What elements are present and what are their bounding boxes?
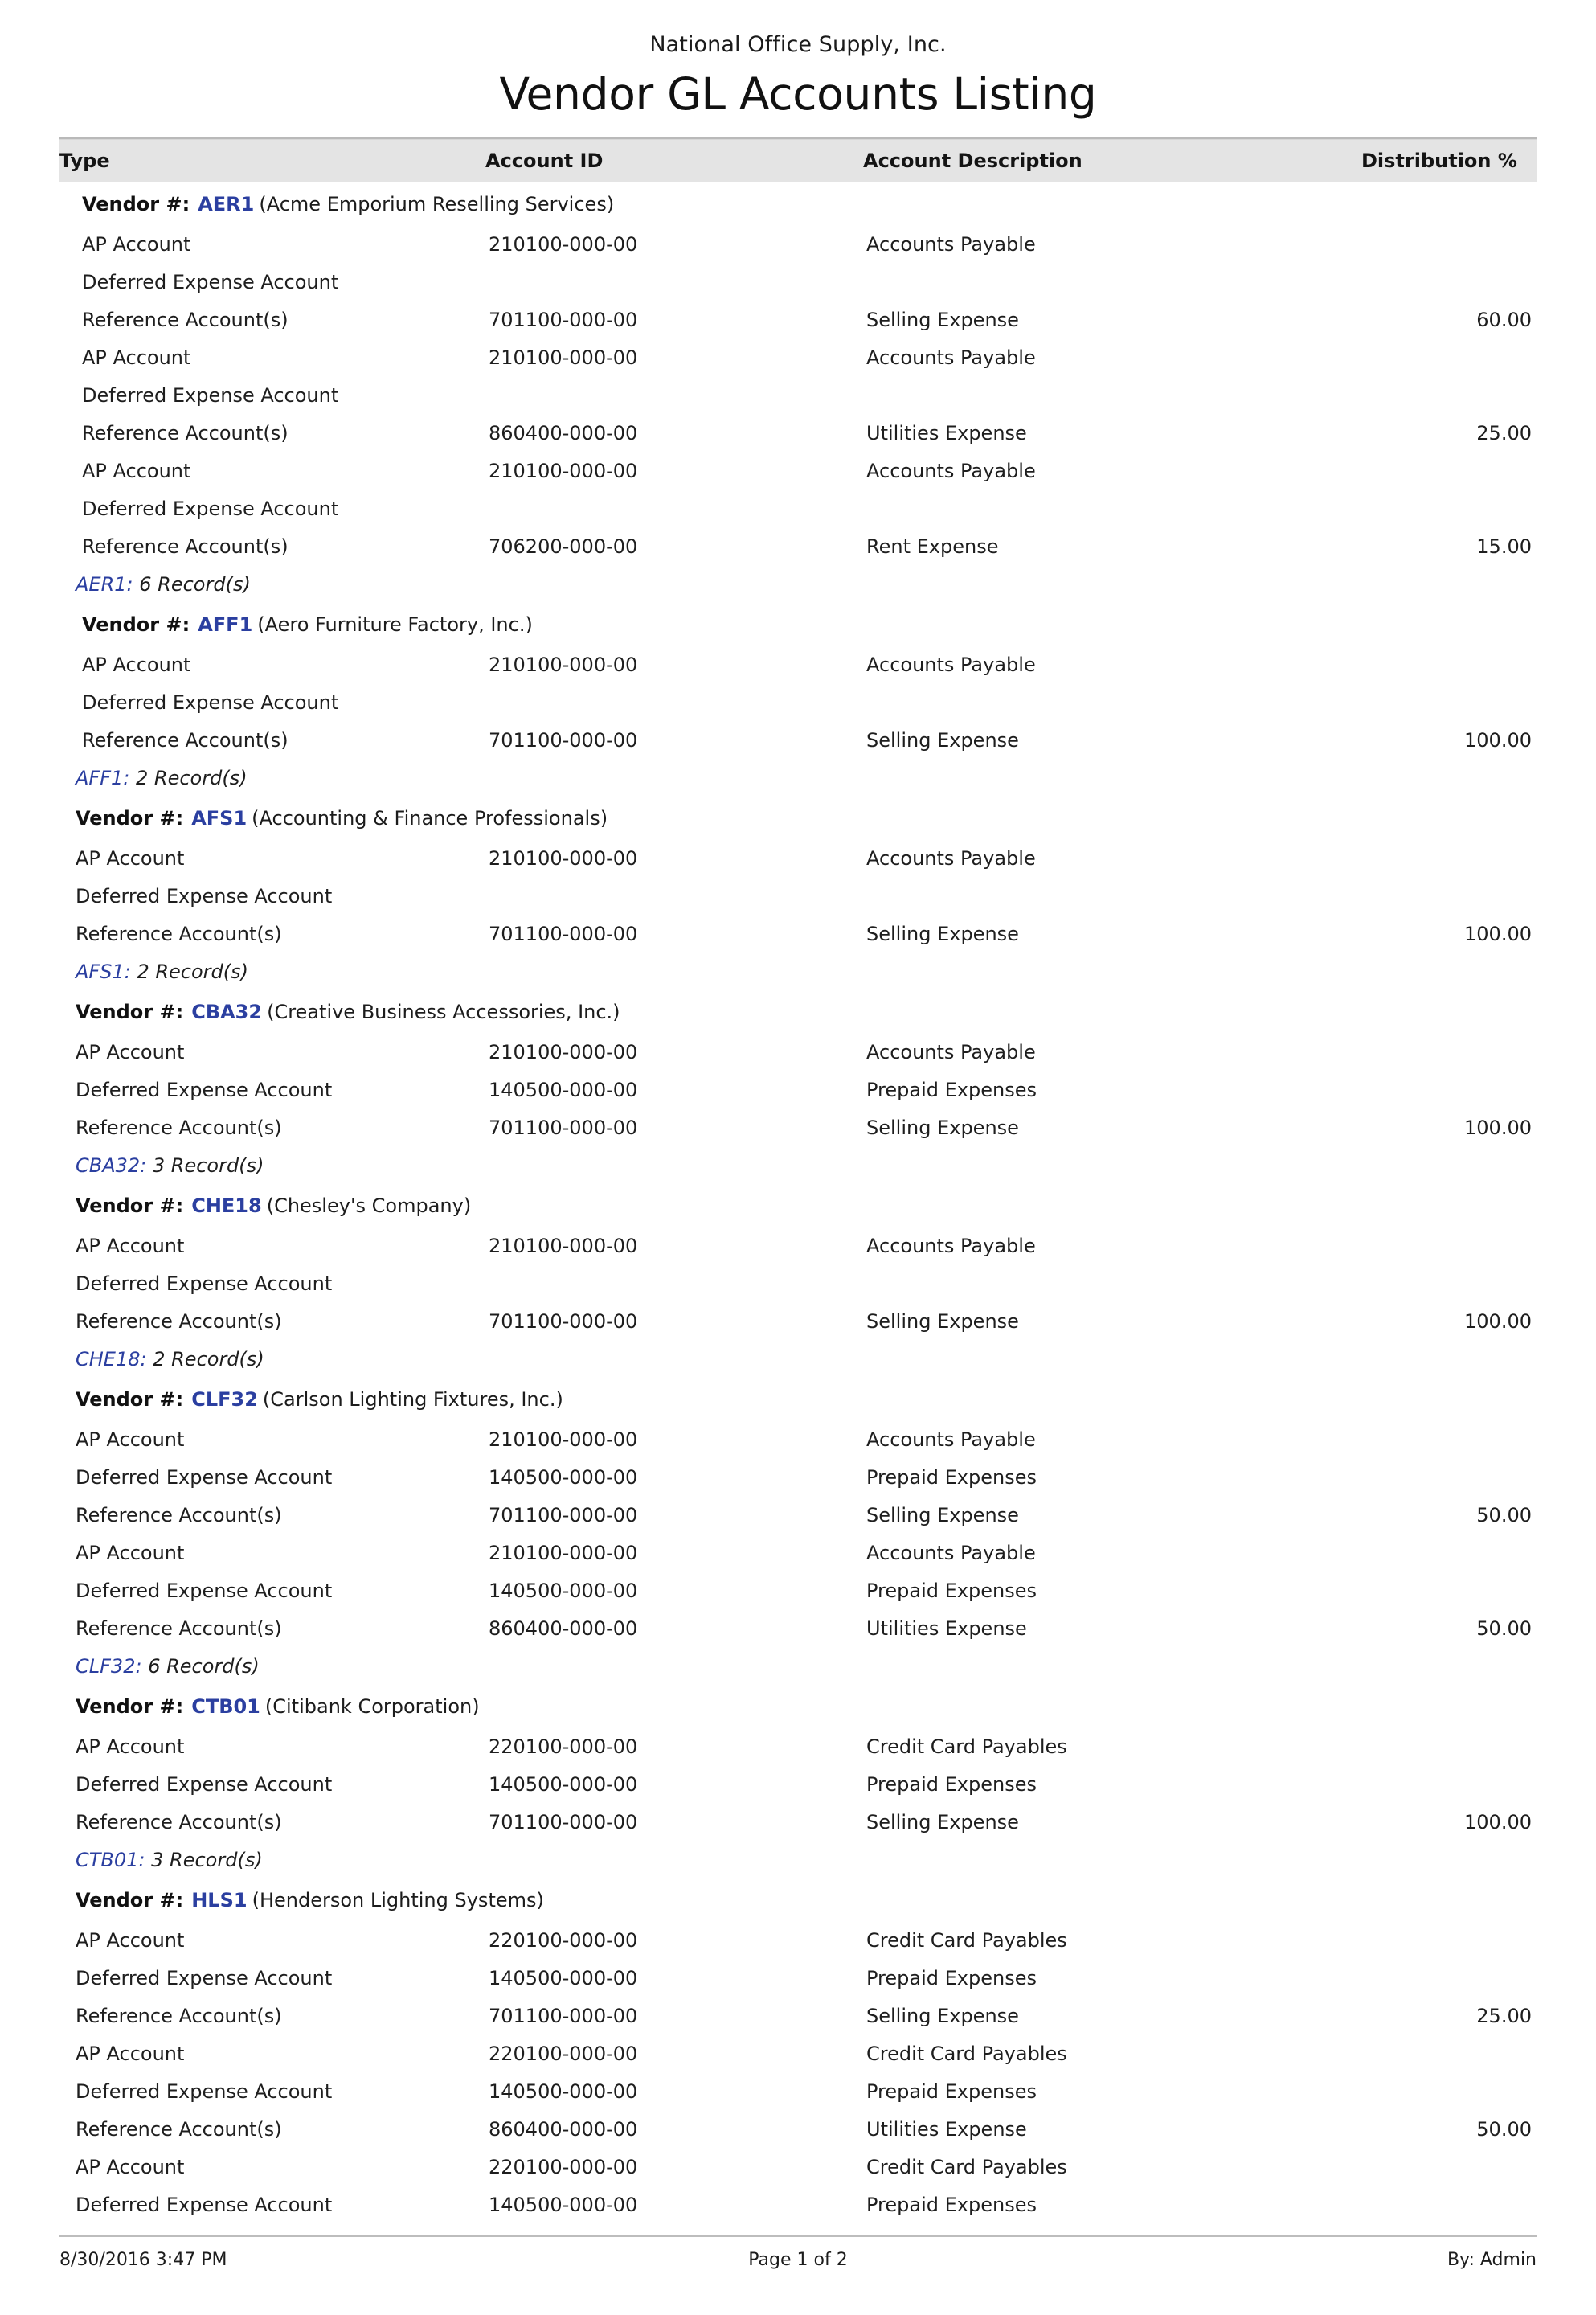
- cell-distribution-percent: [1361, 1459, 1537, 1497]
- table-row: [59, 1459, 1537, 1497]
- group-total-count: 2 Record(s): [146, 1348, 264, 1371]
- cell-account-id: 210100-000-00: [489, 233, 638, 256]
- cell-distribution-percent: 25.00: [1476, 422, 1532, 445]
- table-row: [59, 1804, 1537, 1842]
- cell-distribution-percent: 100.00: [1464, 1811, 1532, 1834]
- table-row: [59, 646, 1537, 684]
- cell-account-type: AP Account: [76, 2156, 185, 2178]
- vendor-group-total: [59, 1648, 1537, 1685]
- vendor-group-header: [59, 603, 1537, 646]
- cell-account-id: [485, 377, 863, 415]
- cell-account-type: AP Account: [82, 346, 191, 369]
- table-row: [59, 2035, 1537, 2073]
- cell-account-description: Prepaid Expenses: [866, 1079, 1037, 1101]
- vendor-group-header: [59, 990, 1537, 1034]
- footer-author: By: Admin: [1447, 2250, 1537, 2270]
- cell-account-id: 701100-000-00: [489, 1504, 638, 1526]
- cell-account-description: Utilities Expense: [866, 2118, 1027, 2141]
- cell-account-type: AP Account: [76, 1735, 185, 1758]
- cell-account-type: Deferred Expense Account: [82, 384, 339, 407]
- cell-account-id: 210100-000-00: [489, 847, 638, 870]
- cell-account-id: 701100-000-00: [489, 2005, 638, 2027]
- vendor-id-link[interactable]: CLF32: [191, 1388, 258, 1411]
- vendor-name: (Carlson Lighting Fixtures, Inc.): [262, 1388, 563, 1411]
- cell-distribution-percent: [1361, 226, 1537, 264]
- cell-account-type: Reference Account(s): [82, 309, 289, 331]
- column-header-account-id: Account ID: [485, 140, 863, 182]
- vendor-prefix-label: Vendor #:: [76, 1194, 184, 1217]
- cell-account-id: 701100-000-00: [489, 1310, 638, 1333]
- vendor-header-cell: [59, 797, 1537, 840]
- page-footer: [59, 2235, 1537, 2291]
- cell-account-description: Accounts Payable: [866, 1235, 1036, 1257]
- table-row: [59, 1766, 1537, 1804]
- vendor-group-total: [59, 953, 1537, 990]
- cell-account-type: AP Account: [82, 233, 191, 256]
- cell-account-description: Accounts Payable: [866, 1428, 1036, 1451]
- cell-distribution-percent: 50.00: [1476, 2118, 1532, 2141]
- cell-account-id: 860400-000-00: [489, 1617, 638, 1640]
- cell-distribution-percent: [1361, 878, 1537, 916]
- cell-account-id: [485, 264, 863, 301]
- cell-distribution-percent: [1361, 453, 1537, 490]
- cell-account-description: Accounts Payable: [866, 346, 1036, 369]
- cell-account-id: 210100-000-00: [489, 1041, 638, 1063]
- cell-account-description: Rent Expense: [866, 535, 999, 558]
- vendor-header-cell: [59, 182, 1537, 227]
- cell-account-type: AP Account: [76, 1041, 185, 1063]
- company-name: National Office Supply, Inc.: [649, 32, 947, 57]
- vendor-name: (Henderson Lighting Systems): [252, 1889, 544, 1911]
- table-row: [59, 1227, 1537, 1265]
- table-row: [59, 2111, 1537, 2149]
- cell-distribution-percent: 50.00: [1476, 1617, 1532, 1640]
- vendor-id-link[interactable]: HLS1: [191, 1889, 248, 1911]
- cell-account-description: Prepaid Expenses: [866, 2194, 1037, 2216]
- cell-account-description: [863, 684, 1361, 722]
- cell-account-type: Deferred Expense Account: [76, 1466, 333, 1489]
- table-row: [59, 722, 1537, 760]
- cell-distribution-percent: [1361, 2035, 1537, 2073]
- cell-account-id: 210100-000-00: [489, 346, 638, 369]
- cell-account-id: [485, 1265, 863, 1303]
- cell-distribution-percent: 100.00: [1464, 1117, 1532, 1139]
- cell-account-id: 210100-000-00: [489, 1542, 638, 1564]
- cell-account-id: 140500-000-00: [489, 2194, 638, 2216]
- cell-account-id: 701100-000-00: [489, 1811, 638, 1834]
- cell-account-description: Accounts Payable: [866, 654, 1036, 676]
- cell-account-description: Selling Expense: [866, 2005, 1019, 2027]
- cell-account-description: Selling Expense: [866, 1811, 1019, 1834]
- vendor-id-link[interactable]: CTB01: [191, 1695, 260, 1718]
- vendor-group-header: [59, 1685, 1537, 1728]
- table-row: [59, 1534, 1537, 1572]
- cell-account-type: Reference Account(s): [82, 535, 289, 558]
- vendor-prefix-label: Vendor #:: [82, 613, 190, 636]
- vendor-id-link[interactable]: CHE18: [191, 1194, 262, 1217]
- cell-distribution-percent: [1361, 1922, 1537, 1960]
- cell-distribution-percent: [1361, 1227, 1537, 1265]
- group-total-id: AFF1:: [76, 767, 130, 789]
- cell-account-description: Selling Expense: [866, 729, 1019, 752]
- cell-account-description: [863, 377, 1361, 415]
- vendor-prefix-label: Vendor #:: [76, 807, 184, 830]
- cell-account-description: Accounts Payable: [866, 233, 1036, 256]
- table-row: [59, 339, 1537, 377]
- column-header-distribution: Distribution %: [1361, 140, 1537, 182]
- vendor-name: (Citibank Corporation): [264, 1695, 480, 1718]
- table-row: [59, 2186, 1537, 2224]
- group-total-id: AFS1:: [76, 961, 131, 983]
- cell-account-type: Deferred Expense Account: [76, 2080, 333, 2103]
- cell-distribution-percent: [1361, 2149, 1537, 2186]
- cell-account-description: Prepaid Expenses: [866, 1967, 1037, 1989]
- table-row: [59, 878, 1537, 916]
- table-row: [59, 264, 1537, 301]
- cell-account-type: Reference Account(s): [76, 2118, 282, 2141]
- cell-account-id: [485, 684, 863, 722]
- vendor-header-cell: [59, 1184, 1537, 1227]
- cell-account-description: Prepaid Expenses: [866, 1466, 1037, 1489]
- cell-distribution-percent: 50.00: [1476, 1504, 1532, 1526]
- group-total-cell: [59, 1147, 1537, 1184]
- table-row: [59, 840, 1537, 878]
- cell-distribution-percent: [1361, 1421, 1537, 1459]
- table-row: [59, 2149, 1537, 2186]
- table-row: [59, 1034, 1537, 1071]
- cell-distribution-percent: [1361, 2073, 1537, 2111]
- cell-account-description: Accounts Payable: [866, 1041, 1036, 1063]
- cell-account-description: Selling Expense: [866, 1117, 1019, 1139]
- cell-account-description: Accounts Payable: [866, 847, 1036, 870]
- cell-account-description: Selling Expense: [866, 1310, 1019, 1333]
- vendor-header-cell: [59, 1879, 1537, 1922]
- group-total-count: 6 Record(s): [133, 573, 251, 596]
- cell-account-id: 210100-000-00: [489, 1235, 638, 1257]
- column-header-type: Type: [59, 140, 485, 182]
- group-total-cell: [59, 953, 1537, 990]
- vendor-group-header: [59, 1879, 1537, 1922]
- cell-distribution-percent: 15.00: [1476, 535, 1532, 558]
- cell-distribution-percent: [1361, 1572, 1537, 1610]
- table-header-row: [59, 140, 1537, 182]
- cell-account-description: Prepaid Expenses: [866, 2080, 1037, 2103]
- page-title: Vendor GL Accounts Listing: [499, 68, 1097, 120]
- group-total-id: CHE18:: [76, 1348, 147, 1371]
- table-row: [59, 916, 1537, 953]
- cell-account-id: 220100-000-00: [489, 1929, 638, 1952]
- cell-distribution-percent: 25.00: [1476, 2005, 1532, 2027]
- table-row: [59, 1572, 1537, 1610]
- cell-account-type: Deferred Expense Account: [76, 1580, 333, 1602]
- cell-account-id: [485, 878, 863, 916]
- cell-account-id: 706200-000-00: [489, 535, 638, 558]
- cell-account-type: Deferred Expense Account: [82, 691, 339, 714]
- cell-distribution-percent: [1361, 1766, 1537, 1804]
- table-row: [59, 1922, 1537, 1960]
- group-total-cell: [59, 1842, 1537, 1879]
- cell-account-description: Prepaid Expenses: [866, 1580, 1037, 1602]
- table-row: [59, 1997, 1537, 2035]
- cell-account-type: AP Account: [76, 2043, 185, 2065]
- vendor-prefix-label: Vendor #:: [76, 1695, 184, 1718]
- vendor-group-header: [59, 797, 1537, 840]
- cell-account-id: 140500-000-00: [489, 2080, 638, 2103]
- cell-account-type: Deferred Expense Account: [76, 2194, 333, 2216]
- cell-distribution-percent: [1361, 646, 1537, 684]
- cell-distribution-percent: [1361, 1265, 1537, 1303]
- cell-account-id: 860400-000-00: [489, 2118, 638, 2141]
- table-row: [59, 1497, 1537, 1534]
- group-total-count: 6 Record(s): [141, 1655, 260, 1678]
- cell-account-description: Selling Expense: [866, 923, 1019, 945]
- table-row: [59, 1265, 1537, 1303]
- table-row: [59, 2073, 1537, 2111]
- table-row: [59, 301, 1537, 339]
- cell-account-description: Utilities Expense: [866, 1617, 1027, 1640]
- cell-account-type: Deferred Expense Account: [76, 1079, 333, 1101]
- table-row: [59, 1421, 1537, 1459]
- vendor-name: (Chesley's Company): [266, 1194, 472, 1217]
- cell-account-type: Reference Account(s): [76, 1504, 282, 1526]
- vendor-id-link[interactable]: AFF1: [198, 613, 253, 636]
- vendor-group-total: [59, 760, 1537, 797]
- vendor-name: (Accounting & Finance Professionals): [252, 807, 608, 830]
- vendor-gl-accounts-table: [59, 139, 1537, 2224]
- cell-account-id: 860400-000-00: [489, 422, 638, 445]
- vendor-id-link[interactable]: CBA32: [191, 1001, 263, 1023]
- cell-account-description: [863, 264, 1361, 301]
- cell-account-type: Reference Account(s): [76, 1617, 282, 1640]
- cell-account-description: Selling Expense: [866, 309, 1019, 331]
- cell-account-id: 220100-000-00: [489, 2156, 638, 2178]
- footer-page-number: Page 1 of 2: [748, 2250, 848, 2270]
- cell-account-id: 140500-000-00: [489, 1466, 638, 1489]
- vendor-prefix-label: Vendor #:: [76, 1001, 184, 1023]
- vendor-prefix-label: Vendor #:: [76, 1889, 184, 1911]
- cell-account-type: AP Account: [82, 654, 191, 676]
- table-row: [59, 1728, 1537, 1766]
- cell-account-id: 140500-000-00: [489, 1967, 638, 1989]
- cell-account-type: Reference Account(s): [76, 1117, 282, 1139]
- cell-distribution-percent: [1361, 1534, 1537, 1572]
- cell-account-description: Utilities Expense: [866, 422, 1027, 445]
- cell-account-type: AP Account: [76, 1428, 185, 1451]
- cell-account-type: Deferred Expense Account: [82, 271, 339, 293]
- group-total-id: CTB01:: [76, 1849, 145, 1871]
- cell-account-description: Prepaid Expenses: [866, 1773, 1037, 1796]
- cell-distribution-percent: [1361, 684, 1537, 722]
- cell-account-description: Accounts Payable: [866, 1542, 1036, 1564]
- cell-account-id: 220100-000-00: [489, 2043, 638, 2065]
- cell-account-id: 140500-000-00: [489, 1580, 638, 1602]
- vendor-group-total: [59, 1842, 1537, 1879]
- cell-account-type: Deferred Expense Account: [76, 885, 333, 908]
- cell-distribution-percent: 100.00: [1464, 923, 1532, 945]
- cell-account-description: [863, 1265, 1361, 1303]
- cell-account-id: 210100-000-00: [489, 460, 638, 482]
- cell-account-description: Accounts Payable: [866, 460, 1036, 482]
- vendor-group-header: [59, 182, 1537, 227]
- table-row: [59, 490, 1537, 528]
- cell-account-id: 140500-000-00: [489, 1079, 638, 1101]
- vendor-header-cell: [59, 990, 1537, 1034]
- cell-account-description: Credit Card Payables: [866, 1735, 1067, 1758]
- group-total-cell: [59, 1341, 1537, 1378]
- cell-account-type: AP Account: [76, 1929, 185, 1952]
- cell-account-type: Deferred Expense Account: [76, 1773, 333, 1796]
- cell-distribution-percent: [1361, 1960, 1537, 1997]
- cell-account-type: Deferred Expense Account: [82, 498, 339, 520]
- vendor-name: (Acme Emporium Reselling Services): [259, 193, 615, 215]
- table-row: [59, 415, 1537, 453]
- cell-account-type: AP Account: [76, 847, 185, 870]
- cell-account-type: Reference Account(s): [76, 1811, 282, 1834]
- cell-account-type: AP Account: [76, 1542, 185, 1564]
- cell-account-id: 210100-000-00: [489, 654, 638, 676]
- table-row: [59, 1109, 1537, 1147]
- group-total-count: 2 Record(s): [130, 961, 248, 983]
- table-body: [59, 182, 1537, 2225]
- cell-distribution-percent: [1361, 264, 1537, 301]
- group-total-count: 3 Record(s): [145, 1849, 263, 1871]
- cell-account-id: 701100-000-00: [489, 923, 638, 945]
- cell-account-description: [863, 490, 1361, 528]
- cell-account-description: Credit Card Payables: [866, 2156, 1067, 2178]
- table-row: [59, 377, 1537, 415]
- cell-account-description: Credit Card Payables: [866, 2043, 1067, 2065]
- table-row: [59, 1960, 1537, 1997]
- vendor-group-total: [59, 1341, 1537, 1378]
- cell-distribution-percent: [1361, 490, 1537, 528]
- group-total-cell: [59, 1648, 1537, 1685]
- vendor-name: (Creative Business Accessories, Inc.): [267, 1001, 620, 1023]
- group-total-id: AER1:: [76, 573, 133, 596]
- vendor-group-header: [59, 1184, 1537, 1227]
- cell-account-id: 220100-000-00: [489, 1735, 638, 1758]
- cell-distribution-percent: 100.00: [1464, 1310, 1532, 1333]
- table-row: [59, 684, 1537, 722]
- table-row: [59, 226, 1537, 264]
- cell-account-type: Reference Account(s): [76, 1310, 282, 1333]
- footer-timestamp: 8/30/2016 3:47 PM: [59, 2250, 227, 2270]
- cell-account-description: Selling Expense: [866, 1504, 1019, 1526]
- table-row: [59, 1071, 1537, 1109]
- cell-account-type: Reference Account(s): [76, 923, 282, 945]
- column-header-description: Account Description: [863, 140, 1361, 182]
- cell-account-id: 701100-000-00: [489, 309, 638, 331]
- cell-distribution-percent: [1361, 339, 1537, 377]
- group-total-count: 3 Record(s): [146, 1154, 264, 1177]
- group-total-cell: [59, 566, 1537, 603]
- cell-account-id: [485, 490, 863, 528]
- table-row: [59, 1303, 1537, 1341]
- vendor-header-cell: [59, 1378, 1537, 1421]
- table-row: [59, 1610, 1537, 1648]
- vendor-id-link[interactable]: AER1: [198, 193, 255, 215]
- cell-account-type: AP Account: [82, 460, 191, 482]
- group-total-id: CLF32:: [76, 1655, 142, 1678]
- vendor-header-cell: [59, 1685, 1537, 1728]
- cell-distribution-percent: [1361, 2186, 1537, 2224]
- cell-distribution-percent: 100.00: [1464, 729, 1532, 752]
- cell-account-type: Reference Account(s): [82, 422, 289, 445]
- vendor-group-total: [59, 566, 1537, 603]
- vendor-prefix-label: Vendor #:: [76, 1388, 184, 1411]
- cell-account-id: 701100-000-00: [489, 1117, 638, 1139]
- vendor-id-link[interactable]: AFS1: [191, 807, 248, 830]
- cell-account-id: 140500-000-00: [489, 1773, 638, 1796]
- table-row: [59, 453, 1537, 490]
- cell-distribution-percent: [1361, 1034, 1537, 1071]
- cell-distribution-percent: [1361, 1071, 1537, 1109]
- cell-account-type: Reference Account(s): [76, 2005, 282, 2027]
- vendor-group-total: [59, 1147, 1537, 1184]
- cell-account-id: 701100-000-00: [489, 729, 638, 752]
- cell-distribution-percent: [1361, 377, 1537, 415]
- cell-distribution-percent: 60.00: [1476, 309, 1532, 331]
- vendor-header-cell: [59, 603, 1537, 646]
- cell-distribution-percent: [1361, 1728, 1537, 1766]
- cell-distribution-percent: [1361, 840, 1537, 878]
- cell-account-description: Credit Card Payables: [866, 1929, 1067, 1952]
- cell-account-description: [863, 878, 1361, 916]
- vendor-group-header: [59, 1378, 1537, 1421]
- table-row: [59, 528, 1537, 566]
- cell-account-type: Deferred Expense Account: [76, 1272, 333, 1295]
- group-total-count: 2 Record(s): [129, 767, 248, 789]
- cell-account-id: 210100-000-00: [489, 1428, 638, 1451]
- cell-account-type: Deferred Expense Account: [76, 1967, 333, 1989]
- vendor-name: (Aero Furniture Factory, Inc.): [257, 613, 533, 636]
- group-total-cell: [59, 760, 1537, 797]
- vendor-prefix-label: Vendor #:: [82, 193, 190, 215]
- group-total-id: CBA32:: [76, 1154, 147, 1177]
- cell-account-type: Reference Account(s): [82, 729, 289, 752]
- cell-account-type: AP Account: [76, 1235, 185, 1257]
